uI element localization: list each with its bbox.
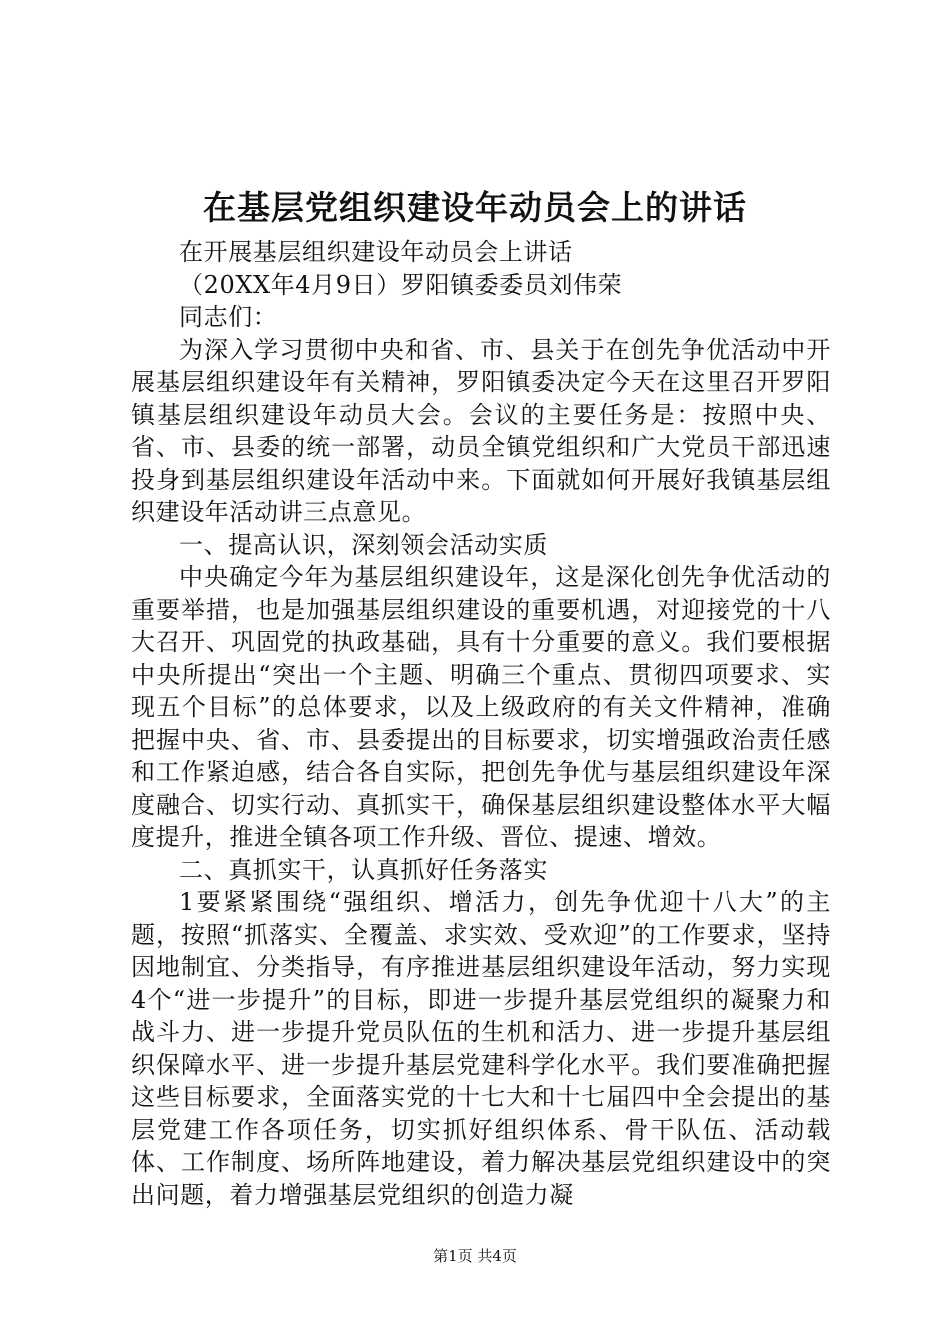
page-number-footer: 第1页 共4页 [433,1247,517,1265]
document-body [131,236,831,1211]
section-heading: 一、提高认识，深刻领会活动实质 [179,530,548,559]
document-title: 在基层党组织建设年动员会上的讲话 [203,188,747,227]
subtitle-line: 在开展基层组织建设年动员会上讲话 [179,238,573,266]
section-heading: 二、真抓实干，认真抓好任务落实 [179,855,548,884]
salutation: 同志们： [179,303,278,331]
body-paragraph: 1要紧紧围绕“强组织、增活力，创先争优迎十八大”的主题，按照“抓落实、全覆盖、求实效、受欢迎”的工作要求，坚持因地制宜、分类指导，有序推进基层组织建设年活动，努力实现4个“进一步提升”的目标，即进一步提升基层党组织的凝聚力和战斗力、进一步提升党员队伍的生机和活力、进一步提升基层组织保障水平、进一步提升基层党建科学化水平。我们要准确把握这些目标要求，全面落实党的十七大和十七届四中全会提出的基层党建工作各项任务，切实抓好组织体系、骨干队伍、活动载体、工作制度、场所阵地建设，着力解决基层党组织建设中的突出问题，着力增强基层党组织的创造力凝 [131,888,831,1209]
body-paragraph: 中央确定今年为基层组织建设年，这是深化创先争优活动的重要举措，也是加强基层组织建设的重要机遇，对迎接党的十八大召开、巩固党的执政基础，具有十分重要的意义。我们要根据中央所提出“突出一个主题、明确三个重点、贯彻四项要求、实现五个目标”的总体要求，以及上级政府的有关文件精神，准确把握中央、省、市、县委提出的目标要求，切实增强政治责任感和工作紧迫感，结合各自实际，把创先争优与基层组织建设年深度融合、切实行动、真抓实干，确保基层组织建设整体水平大幅度提升，推进全镇各项工作升级、晋位、提速、增效。 [131,563,831,851]
date-speaker-line: （20XX年4月9日）罗阳镇委委员刘伟荣 [179,270,623,299]
body-paragraph: 为深入学习贯彻中央和省、市、县关于在创先争优活动中开展基层组织建设年有关精神，罗阳镇委决定今天在这里召开罗阳镇基层组织建设年动员大会。会议的主要任务是：按照中央、省、市、县委的统一部署，动员全镇党组织和广大党员干部迅速投身到基层组织建设年活动中来。下面就如何开展好我镇基层组织建设年活动讲三点意见。 [131,335,831,526]
